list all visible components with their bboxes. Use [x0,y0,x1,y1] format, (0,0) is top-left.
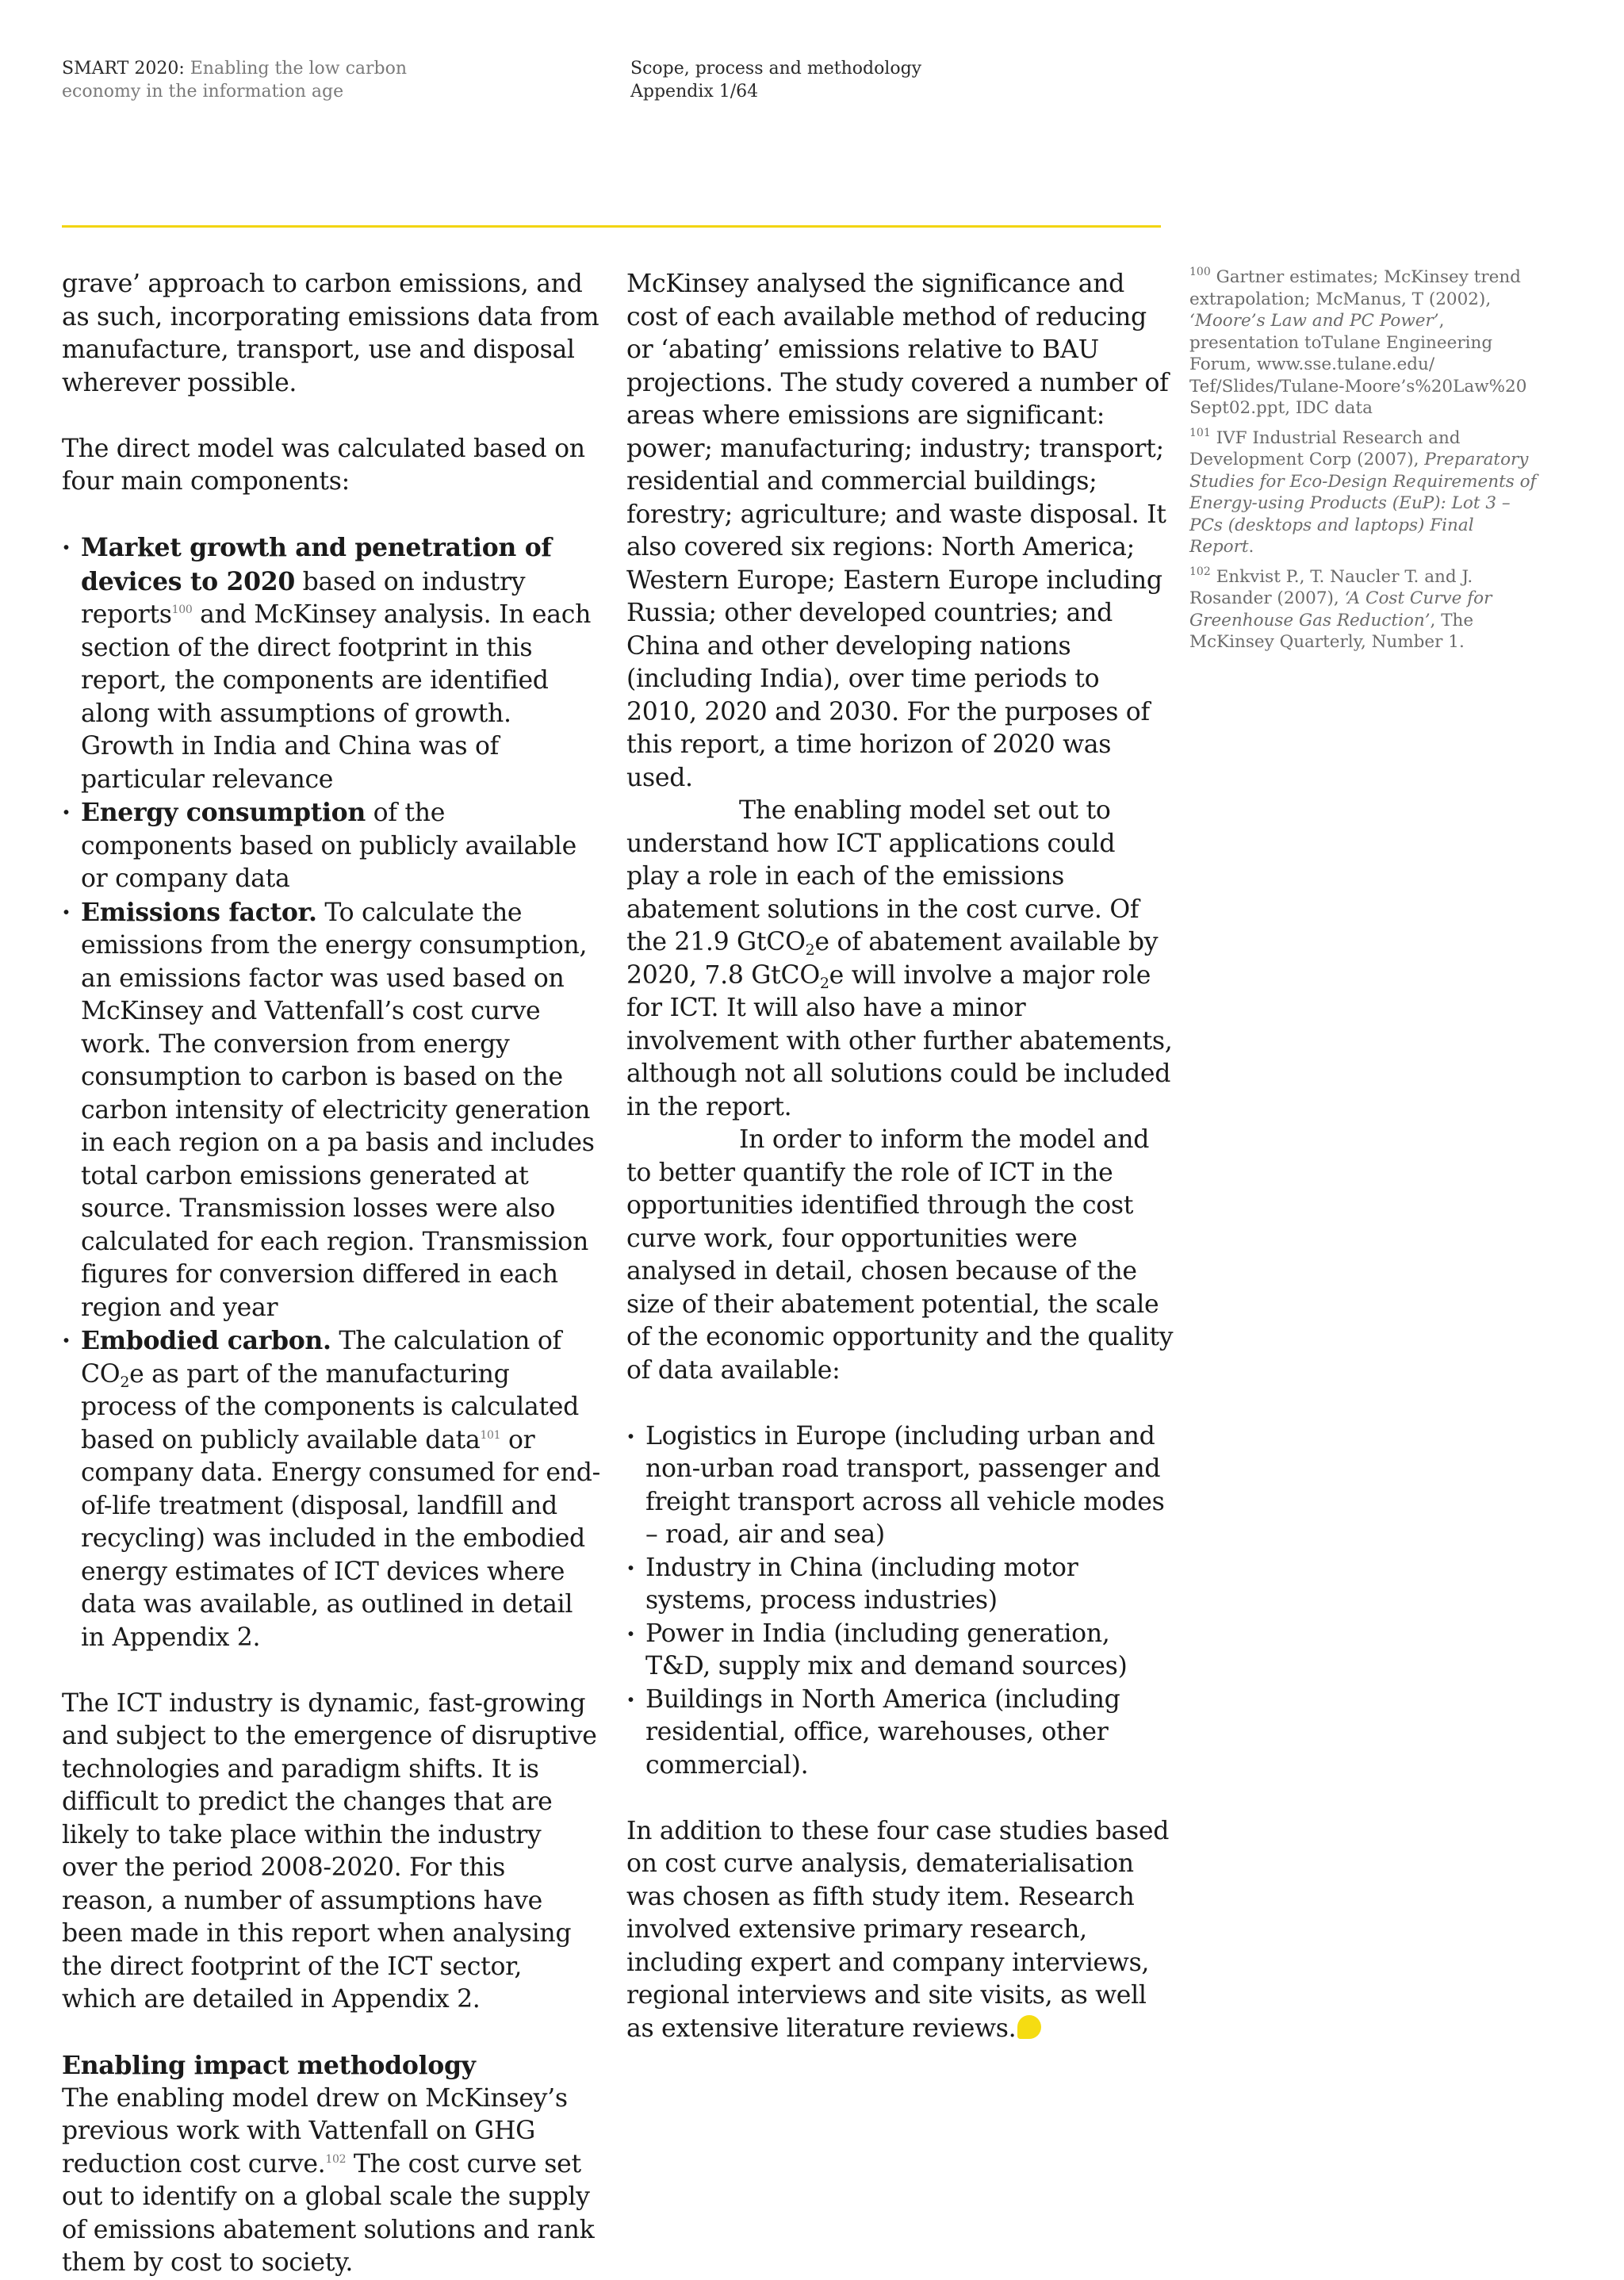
components-list [62,531,601,1654]
highlight-marker [1017,2015,1041,2039]
section-title: Scope, process and methodology [630,59,922,79]
list-item: · Power in India (including generation, T&D, supply mix and demand sources) [626,1618,1174,1684]
list-item: · Embodied carbon. The calculation of $CO_2e$ as part of the manufacturing process of the components is calculated based on publicly available data$^{101}$ or company data. Energy consumed for end-of-life treatment (disposal, landfill and recycling) was included in the embodied energy estimates of ICT devices where data was available, as outlined in detail in Appendix 2. [62,1324,601,1654]
list-item: · Buildings in North America (including residential, office, warehouses, other commercial). [626,1684,1174,1783]
opportunities-list [626,1420,1174,1783]
footnote-102: $^{102}$ Enkvist P., T. Naucler T. and J. Rosander (2007), ‘A Cost Curve for Greenhouse Gas Reduction’, The McKinsey Quarterly, Number 1. [1189,565,1492,652]
header-rule [62,225,1161,228]
list-item: · Market growth and penetration of devices to 2020 based on industry reports$^{100}$ and McKinsey analysis. In each section of the direct footprint in this report, the components are identified along with assumptions of growth. Growth in India and China was of particular relevance [62,531,601,796]
footnote-100: $^{100}$ Gartner estimates; McKinsey trend extrapolation; McManus, T (2002), ‘Moore’s Law and PC Power’, presentation toTulane Engineering Forum, www.sse.tulane.edu/ Tef/Slides/Tulane-Moore’s%20Law%20 Sept02.ppt, IDC data [1189,266,1527,418]
footnote-ref[interactable]: 102 [325,2152,347,2166]
list-item: · Industry in China (including motor systems, process industries) [626,1552,1174,1618]
paragraph: The enabling model drew on McKinsey’s previous work with Vattenfall on GHG reduction cost curve.$^{102}$ The cost curve set out to identify on a global scale the supply of emissions abatement solutions and rank them by cost to society. [62,2083,595,2277]
column-left [62,268,601,2280]
paragraph: The enabling model set out to understand how ICT applications could play a role in each of the emissions abatement solutions in the cost curve. Of the 21.9 GtCO$_2$e of abatement available by 2020, 7.8 GtCO$_2$e will involve a major role for ICT. It will also have a minor involvement with other further abatements, although not all solutions could be included in the report. [626,796,1173,1121]
running-header-title [62,57,506,103]
list-item: · Energy consumption of the components based on publicly available or company data [62,796,601,896]
column-right [626,268,1174,2045]
paragraph: McKinsey analysed the significance and cost of each available method of reducing or ‘abating’ emissions relative to BAU projections. The study covered a number of areas where emissions are significant: power; manufacturing; industry; transport; residential and commercial buildings; forestry; agriculture; and waste disposal. It also covered six regions: North America; Western Europe; Eastern Europe including Russia; other developed countries; and China and other developing nations (including India), over time periods to 2010, 2020 and 2030. For the purposes of this report, a time horizon of 2020 was used. [626,270,1169,792]
footnote-ref[interactable]: 101 [480,1428,501,1442]
running-header-section [630,57,1106,103]
publication-title: SMART 2020: [62,59,185,79]
page-number: Appendix 1/64 [630,82,759,102]
footnotes [1189,266,1540,661]
section-heading: Enabling impact methodology [62,2051,476,2080]
paragraph: The ICT industry is dynamic, fast-growing and subject to the emergence of disruptive technologies and paradigm shifts. It is difficult to predict the changes that are likely to take place within the industry over the period 2008-2020. For this reason, a number of assumptions have been made in this report when analysing the direct footprint of the ICT sector, which are detailed in Appendix 2. [62,1688,597,2014]
footnote-101: $^{101}$ IVF Industrial Research and Development Corp (2007), Preparatory Studies for Eco-Design Requirements of Energy-using Products (EuP): Lot 3 – PCs (desktops and laptops) Final Report. [1189,426,1537,557]
list-item: · Emissions factor. To calculate the emissions from the energy consumption, an emissions factor was used based on McKinsey and Vattenfall’s cost curve work. The conversion from energy consumption to carbon is based on the carbon intensity of electricity generation in each region on a pa basis and includes total carbon emissions generated at source. Transmission losses were also calculated for each region. Transmission figures for conversion differed in each region and year [62,896,601,1325]
paragraph: The direct model was calculated based on four main components: [62,434,585,496]
publication-subtitle-2: economy in the information age [62,82,344,102]
paragraph: grave’ approach to carbon emissions, and as such, incorporating emissions data from manufacture, transport, use and disposal wherever possible. [62,270,599,397]
publication-subtitle-1: Enabling the low carbon [190,59,408,79]
list-item: · Logistics in Europe (including urban and non-urban road transport, passenger and freight transport across all vehicle modes – road, air and sea) [626,1420,1174,1552]
paragraph: In order to inform the model and to better quantify the role of ICT in the opportunities identified through the cost curve work, four opportunities were analysed in detail, chosen because of the size of their abatement potential, the scale of the economic opportunity and the quality of data available: [626,1125,1174,1385]
footnote-ref[interactable]: 100 [171,604,193,616]
paragraph: In addition to these four case studies based on cost curve analysis, dematerialisation was chosen as fifth study item. Research involved extensive primary research, including expert and company interviews, regional interviews and site visits, as well as extensive literature reviews. [626,1816,1170,2043]
